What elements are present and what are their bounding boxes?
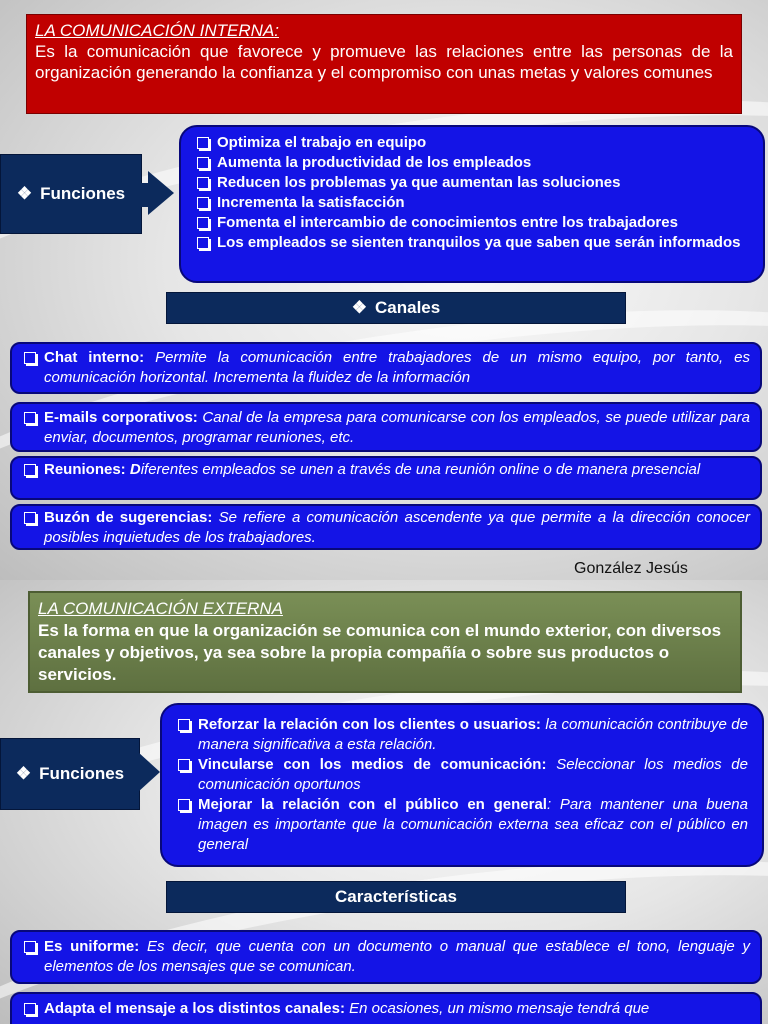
diamond-bullet-icon: ❖	[351, 298, 368, 317]
list-item: Aumenta la productividad de los empleados	[195, 153, 749, 173]
list-item: Optimiza el trabajo en equipo	[195, 133, 749, 153]
interna-funciones-label: ❖ Funciones	[0, 154, 142, 234]
caracteristica-es-uniforme: Es uniforme: Es decir, que cuenta con un documento o manual que establece el tono, lenguaje y elementos de los mensajes que se comunican.	[10, 930, 762, 984]
list-item: Reducen los problemas ya que aumentan las soluciones	[195, 173, 749, 193]
interna-canales-header: ❖ Canales	[166, 292, 626, 324]
list-item: Fomenta el intercambio de conocimientos entre los trabajadores	[195, 213, 749, 233]
externa-definition: Es la forma en que la organización se comunica con el mundo exterior, con diversos canales y objetivos, ya sea sobre la propia compañía o sobre sus productos o servicios.	[38, 621, 722, 684]
interna-funciones-list	[179, 125, 765, 283]
arrow-stem	[141, 183, 151, 207]
interna-title: LA COMUNICACIÓN INTERNA:	[35, 21, 280, 40]
list-item: Incrementa la satisfacción	[195, 193, 749, 213]
arrow-right-icon	[148, 171, 174, 215]
externa-caracteristicas-header: Características	[166, 881, 626, 913]
list-item: Reforzar la relación con los clientes o usuarios: la comunicación contribuye de manera significativa a esta relación.	[176, 715, 748, 755]
canal-chat-interno: Chat interno: Permite la comunicación entre trabajadores de un mismo equipo, por tanto, es comunicación horizontal. Incrementa la fluidez de la información	[10, 342, 762, 394]
author-signature: González Jesús	[574, 560, 688, 577]
interna-title-banner	[26, 14, 742, 114]
externa-funciones-label: ❖ Funciones	[0, 738, 140, 810]
canal-reuniones: Reuniones: Diferentes empleados se unen a través de una reunión online o de manera presencial	[10, 456, 762, 500]
externa-title-banner	[28, 591, 742, 693]
diamond-bullet-icon: ❖	[15, 764, 32, 783]
externa-funciones-list	[160, 703, 764, 867]
arrow-right-icon	[138, 752, 160, 792]
list-item: Los empleados se sienten tranquilos ya que saben que serán informados	[195, 233, 749, 253]
list-item: Vincularse con los medios de comunicación: Seleccionar los medios de comunicación oportunos	[176, 755, 748, 795]
canal-emails-corporativos: E-mails corporativos: Canal de la empresa para comunicarse con los empleados, se puede utilizar para enviar, documentos, programar reuniones, etc.	[10, 402, 762, 452]
interna-definition: Es la comunicación que favorece y promueve las relaciones entre las personas de la organización generando la confianza y el compromiso con unas metas y valores comunes	[35, 42, 733, 82]
diamond-bullet-icon: ❖	[16, 184, 33, 203]
externa-title: LA COMUNICACIÓN EXTERNA	[38, 599, 283, 618]
caracteristica-adapta-mensaje: Adapta el mensaje a los distintos canales: En ocasiones, un mismo mensaje tendrá que	[10, 992, 762, 1024]
canal-buzon-sugerencias: Buzón de sugerencias: Se refiere a comunicación ascendente ya que permite a la dirección conocer posibles inquietudes de los trabajadores.	[10, 504, 762, 550]
list-item: Mejorar la relación con el público en general: Para mantener una buena imagen es importante que la comunicación externa sea eficaz con el público en general	[176, 795, 748, 855]
